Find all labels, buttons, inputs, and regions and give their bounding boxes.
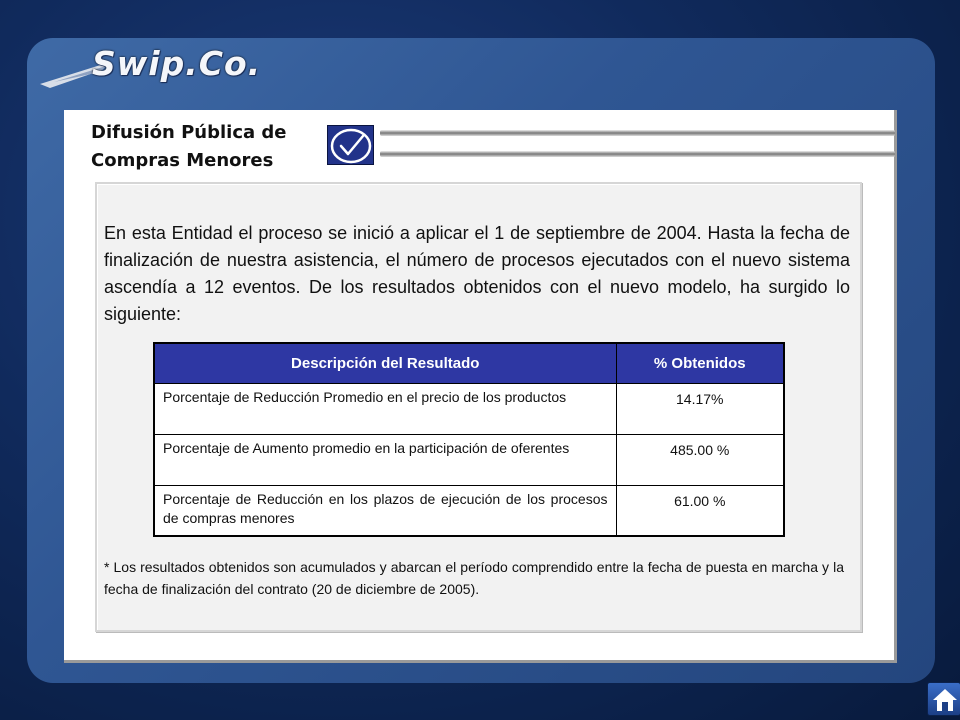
home-button[interactable] [927,682,960,716]
table-header-row [154,343,784,383]
brand-logo: Swip.Co. [92,44,262,83]
table-row [154,485,784,536]
row-value: 61.00 % [616,485,784,536]
header-percent: % Obtenidos [616,343,784,383]
page-title-line2: Compras Menores [91,150,274,171]
row-description: Porcentaje de Aumento promedio en la participación de oferentes [154,434,616,485]
header-description: Descripción del Resultado [154,343,616,383]
footnote: * Los resultados obtenidos son acumulados y abarcan el período comprendido entre la fecha de puesta en marcha y la fecha de finalización del contrato (20 de diciembre de 2005). [104,559,844,597]
header-rule-bottom [380,151,895,157]
row-value: 14.17% [616,383,784,434]
row-value: 485.00 % [616,434,784,485]
page-title [91,119,287,175]
row-description: Porcentaje de Reducción en los plazos de ejecución de los procesos de compras menores [154,485,616,536]
check-circle-icon [327,125,374,165]
header-rule-top [380,130,895,136]
page-title-line1: Difusión Pública de [91,122,287,143]
results-table [153,342,785,537]
home-icon [928,683,960,717]
intro-paragraph: En esta Entidad el proceso se inició a aplicar el 1 de septiembre de 2004. Hasta la fecha de finalización de nuestra asistencia, el número de procesos ejecutados con el nuevo sistema ascendía a 12 eventos. De los resultados obtenidos con el nuevo modelo, ha surgido lo siguiente: [104,223,850,324]
table-row [154,383,784,434]
table-row [154,434,784,485]
row-description: Porcentaje de Reducción Promedio en el precio de los productos [154,383,616,434]
